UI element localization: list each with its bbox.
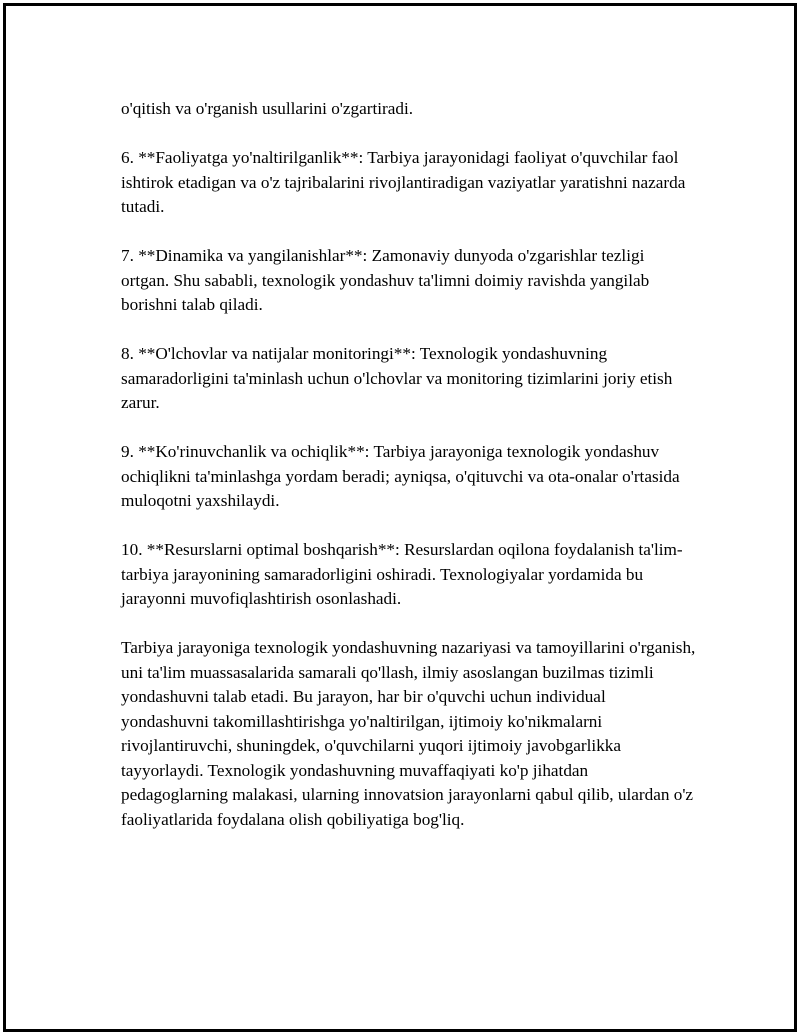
document-page (3, 3, 797, 1032)
paragraph-item-6: 6. **Faoliyatga yo'naltirilganlik**: Tarbiya jarayonidagi faoliyat o'quvchilar faol ishtirok etadigan va o'z tajribalarini rivojlantiradigan vaziyatlar yaratishni nazarda tutadi. (121, 148, 686, 216)
paragraph-item-10: 10. **Resurslarni optimal boshqarish**: Resurslardan oqilona foydalanish ta'lim-tarbiya jarayonining samaradorligini oshiradi. Texnologiyalar yordamida bu jarayonni muvofiqlashtirish osonlashadi. (121, 540, 683, 608)
paragraph-item-8: 8. **O'lchovlar va natijalar monitoringi**: Texnologik yondashuvning samaradorligini ta'minlash uchun o'lchovlar va monitoring tizimlarini joriy etish zarur. (121, 344, 673, 412)
paragraph-conclusion: Tarbiya jarayoniga texnologik yondashuvning nazariyasi va tamoyillarini o'rganish, uni ta'lim muassasalarida samarali qo'llash, ilmiy asoslangan buzilmas tizimli yondashuvni talab etadi. Bu jarayon, har bir o'quvchi uchun individual yondashuvni takomillashtirishga yo'naltirilgan, ijtimoiy ko'nikmalarni rivojlantiruvchi, shuningdek, o'quvchilarni yuqori ijtimoiy javobgarlikka tayyorlaydi. Texnologik yondashuvning muvaffaqiyati ko'p jihatdan pedagoglarning malakasi, ularning innovatsion jarayonlarni qabul qilib, ulardan o'z faoliyatlarida foydalana olish qobiliyatiga bog'liq. (121, 638, 696, 829)
document-body (121, 97, 696, 857)
paragraph-item-9: 9. **Ko'rinuvchanlik va ochiqlik**: Tarbiya jarayoniga texnologik yondashuv ochiqlikni ta'minlashga yordam beradi; ayniqsa, o'qituvchi va ota-onalar o'rtasida muloqotni yaxshilaydi. (121, 442, 680, 510)
paragraph-item-7: 7. **Dinamika va yangilanishlar**: Zamonaviy dunyoda o'zgarishlar tezligi ortgan. Shu sababli, texnologik yondashuv ta'limni doimiy ravishda yangilab borishni talab qiladi. (121, 246, 650, 314)
paragraph-continuation: o'qitish va o'rganish usullarini o'zgartiradi. (121, 99, 414, 118)
